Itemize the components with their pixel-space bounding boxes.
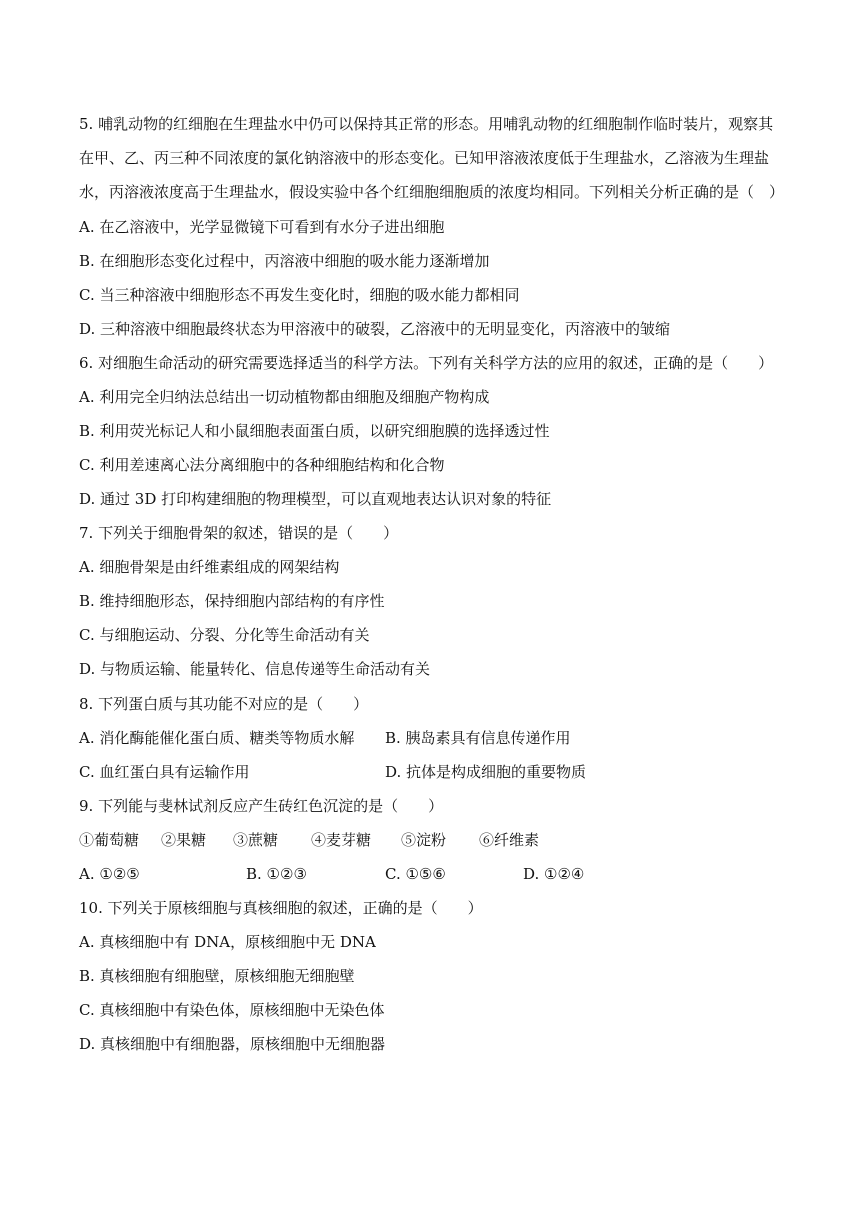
- substance-item: ③蔗糖: [233, 831, 279, 849]
- option-c: C. ①⑤⑥: [385, 865, 446, 883]
- option-b: B. 在细胞形态变化过程中，丙溶液中细胞的吸水能力逐渐增加: [79, 252, 490, 270]
- option-a: A. 消化酶能催化蛋白质、糖类等物质水解: [79, 729, 355, 747]
- option-d: D. 抗体是构成细胞的重要物质: [385, 763, 587, 781]
- option-d: D. 真核细胞中有细胞器，原核细胞中无细胞器: [79, 1035, 386, 1053]
- question-stem-line: 5. 哺乳动物的红细胞在生理盐水中仍可以保持其正常的形态。用哺乳动物的红细胞制作临时装片，观察其: [79, 115, 774, 133]
- option-a: A. ①②⑤: [79, 865, 140, 883]
- option-d: D. ①②④: [523, 865, 585, 883]
- option-d: D. 三种溶液中细胞最终状态为甲溶液中的破裂，乙溶液中的无明显变化，丙溶液中的皱缩: [79, 320, 671, 338]
- option-d: D. 与物质运输、能量转化、信息传递等生命活动有关: [79, 660, 431, 678]
- option-b: B. 利用荧光标记人和小鼠细胞表面蛋白质，以研究细胞膜的选择透过性: [79, 422, 550, 440]
- option-d: D. 通过 3D 打印构建细胞的物理模型，可以直观地表达认识对象的特征: [79, 490, 552, 508]
- option-b: B. 胰岛素具有信息传递作用: [385, 729, 571, 747]
- option-b: B. 维持细胞形态，保持细胞内部结构的有序性: [79, 592, 385, 610]
- option-b: B. ①②③: [246, 865, 307, 883]
- option-row: [79, 864, 839, 884]
- substance-item: ⑥纤维素: [479, 831, 540, 849]
- question-stem-line: 在甲、乙、丙三种不同浓度的氯化钠溶液中的形态变化。已知甲溶液浓度低于生理盐水，乙溶液为生理盐: [79, 149, 770, 167]
- option-row: [79, 728, 839, 748]
- option-row: [79, 762, 839, 782]
- question-stem-line: 8. 下列蛋白质与其功能不对应的是（ ）: [79, 695, 369, 713]
- option-a: A. 利用完全归纳法总结出一切动植物都由细胞及细胞产物构成: [79, 388, 490, 406]
- option-c: C. 当三种溶液中细胞形态不再发生变化时，细胞的吸水能力都相同: [79, 286, 520, 304]
- option-b: B. 真核细胞有细胞壁，原核细胞无细胞壁: [79, 967, 355, 985]
- question-stem-line: 10. 下列关于原核细胞与真核细胞的叙述，正确的是（ ）: [79, 899, 483, 917]
- option-c: C. 与细胞运动、分裂、分化等生命活动有关: [79, 626, 370, 644]
- question-stem-line: 7. 下列关于细胞骨架的叙述，错误的是（ ）: [79, 524, 399, 542]
- option-c: C. 真核细胞中有染色体，原核细胞中无染色体: [79, 1001, 385, 1019]
- option-a: A. 细胞骨架是由纤维素组成的网架结构: [79, 558, 340, 576]
- question-stem-line: 水，丙溶液浓度高于生理盐水，假设实验中各个红细胞细胞质的浓度均相同。下列相关分析正确的是（ ）: [79, 183, 785, 201]
- substance-item: ②果糖: [161, 831, 207, 849]
- option-c: C. 血红蛋白具有运输作用: [79, 763, 250, 781]
- substance-list: [79, 830, 839, 850]
- substance-item: ⑤淀粉: [401, 831, 447, 849]
- option-c: C. 利用差速离心法分离细胞中的各种细胞结构和化合物: [79, 456, 445, 474]
- substance-item: ④麦芽糖: [311, 831, 372, 849]
- question-stem-line: 9. 下列能与斐林试剂反应产生砖红色沉淀的是（ ）: [79, 797, 444, 815]
- question-stem-line: 6. 对细胞生命活动的研究需要选择适当的科学方法。下列有关科学方法的应用的叙述，正确的是（ ）: [79, 354, 774, 372]
- option-a: A. 在乙溶液中，光学显微镜下可看到有水分子进出细胞: [79, 218, 445, 236]
- option-a: A. 真核细胞中有 DNA，原核细胞中无 DNA: [79, 933, 376, 951]
- substance-item: ①葡萄糖: [79, 831, 140, 849]
